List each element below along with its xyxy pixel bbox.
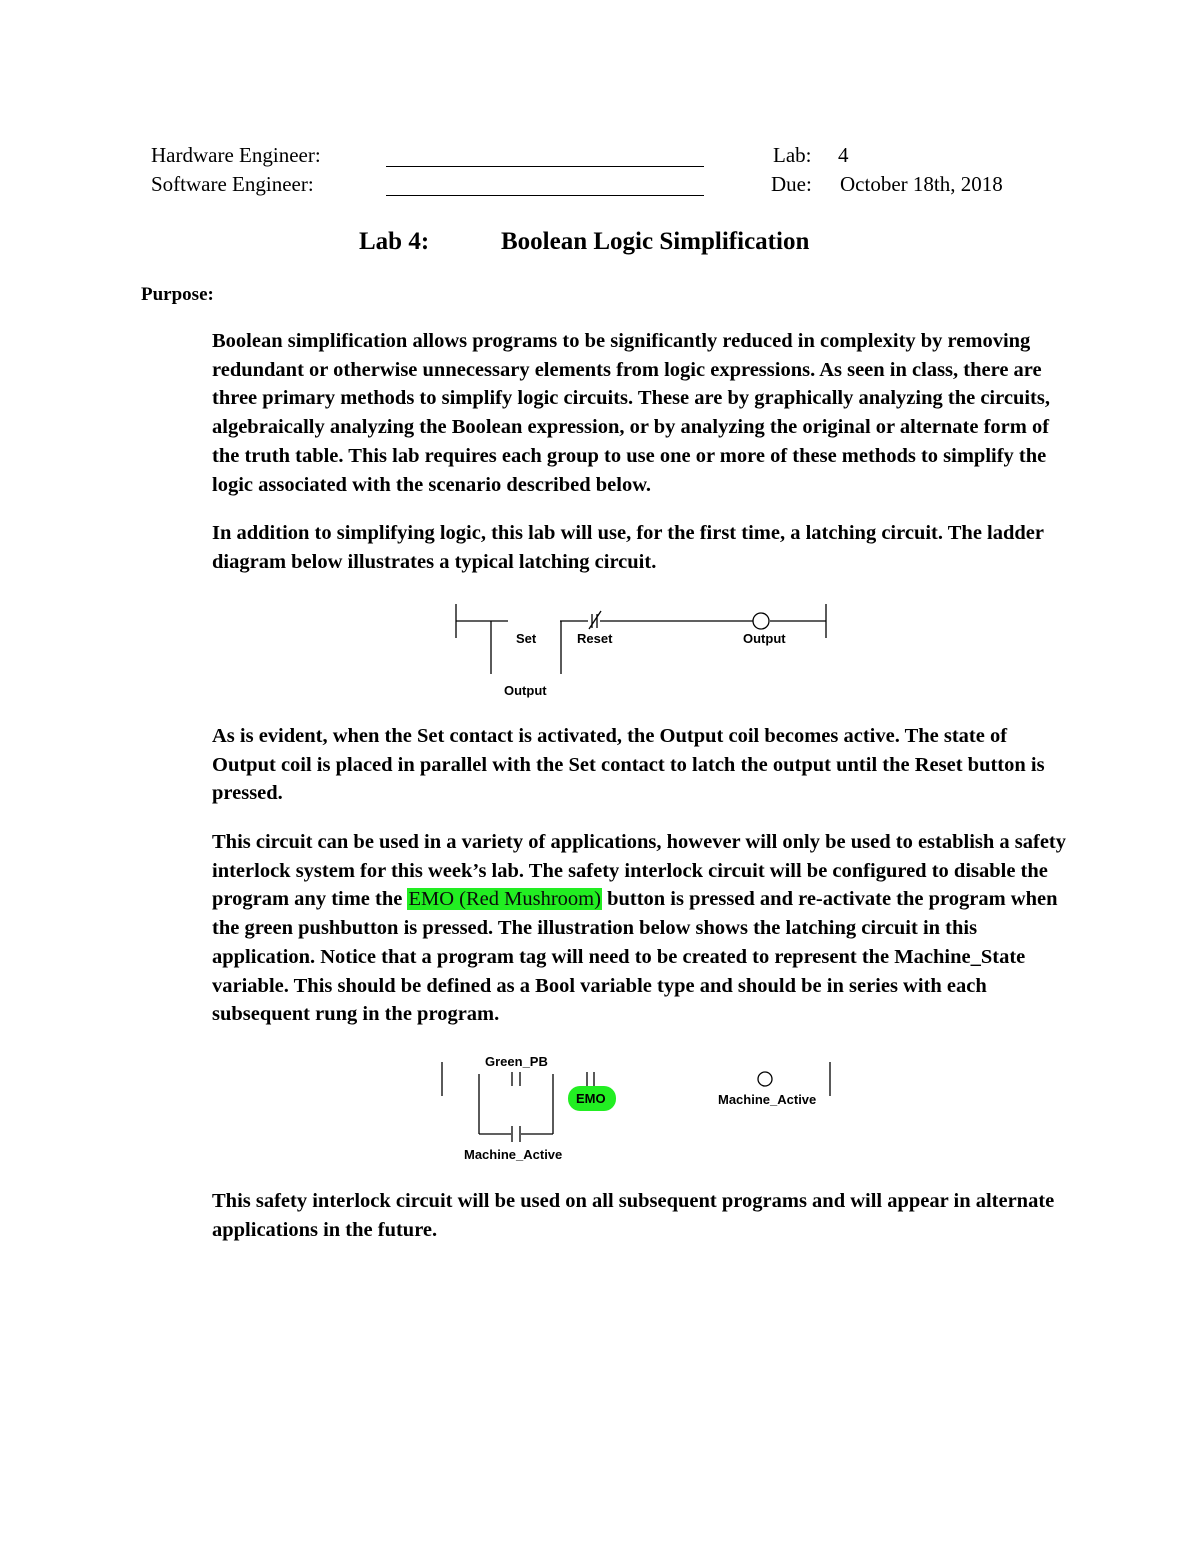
paragraph-4-text: This circuit can be used in a variety of applications, however will only be used to establish a safety interlock system for this week’s lab. The safety interlock circuit will be configured to disable the program any time the EMO (Red Mushroom) button is pressed and re-activate the program when the green pushbutton is pressed. The illustration below shows the latching circuit in this application. Notice that a program tag will need to be created to represent the Machine_State variable. This should be defined as a Bool variable type and should be in series with each subsequent rung in the program.: [212, 831, 1067, 1026]
software-engineer-blank: [386, 195, 704, 196]
lab-number: 4: [838, 143, 849, 167]
output-coil-label: Output: [743, 631, 786, 646]
hardware-engineer-blank: [386, 166, 704, 167]
reset-contact-label: Reset: [577, 631, 613, 646]
paragraph-1-text: Boolean simplification allows programs to be significantly reduced in complexity by removing redundant or otherwise unnecessary elements from logic expressions. As seen in class, there are three primary methods to simplify logic circuits. These are by graphically analyzing the circuits, algebraically analyzing the Boolean expression, or by analyzing the original or alternate form of the truth table. This lab requires each group to use one or more of these methods to simplify the logic associated with the scenario described below.: [212, 330, 1050, 496]
paragraph-boolean-simplification: [212, 327, 1068, 499]
machine-active-coil-icon: [758, 1072, 772, 1086]
page-title: Boolean Logic Simplification: [501, 228, 810, 255]
due-label: Due:: [771, 172, 812, 196]
reset-contact-slash: [589, 611, 601, 629]
set-contact-label: Set: [516, 631, 537, 646]
paragraph-latching-intro: [212, 519, 1068, 576]
safety-interlock-diagram: [430, 1048, 850, 1166]
due-date: October 18th, 2018: [840, 172, 1003, 196]
machine-active-branch-label: Machine_Active: [464, 1147, 563, 1162]
lab-label: Lab:: [773, 143, 812, 167]
paragraph-latching-explanation: [212, 722, 1068, 808]
paragraph-2-text: In addition to simplifying logic, this lab will use, for the first time, a latching circuit. The ladder diagram below illustrates a typical latching circuit.: [212, 522, 1044, 573]
green-pb-label: Green_PB: [485, 1054, 548, 1069]
machine-active-coil-label: Machine_Active: [718, 1092, 817, 1107]
paragraph-closing: [212, 1187, 1068, 1244]
output-coil-icon: [753, 613, 769, 629]
paragraph-3-text: As is evident, when the Set contact is activated, the Output coil becomes active. The state of Output coil is placed in parallel with the Set contact to latch the output until the Reset button is pressed.: [212, 725, 1045, 805]
software-engineer-label: Software Engineer:: [151, 172, 314, 196]
emo-label: EMO: [576, 1091, 606, 1106]
output-branch-label: Output: [504, 683, 547, 698]
latching-circuit-diagram: [440, 596, 850, 706]
page-title-lab-number: Lab 4:: [359, 228, 430, 255]
paragraph-5-text: This safety interlock circuit will be used on all subsequent programs and will appear in alternate applications in the future.: [212, 1190, 1055, 1241]
paragraph-safety-interlock: [212, 828, 1068, 1029]
hardware-engineer-label: Hardware Engineer:: [151, 143, 321, 167]
emo-highlight: EMO (Red Mushroom): [408, 888, 601, 911]
purpose-heading: Purpose:: [141, 284, 214, 305]
